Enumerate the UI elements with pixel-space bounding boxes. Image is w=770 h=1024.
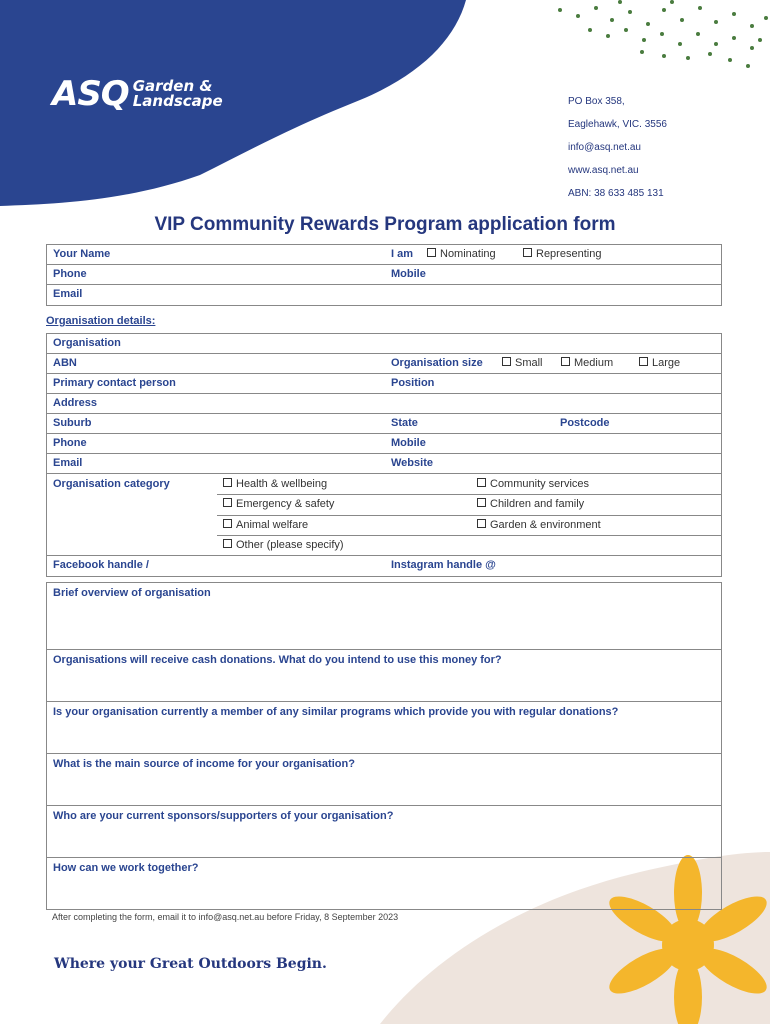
abn-label: ABN <box>53 357 77 369</box>
category-animal-option[interactable] <box>223 519 308 531</box>
nominating-option[interactable] <box>427 248 496 260</box>
suburb-row[interactable] <box>47 414 721 434</box>
category-other-text: Other (please specify) <box>236 539 344 551</box>
checkbox-icon[interactable] <box>223 519 232 528</box>
postcode-label: Postcode <box>560 417 610 429</box>
org-email-label: Email <box>53 457 83 469</box>
category-community-text: Community services <box>490 478 590 490</box>
email-label: Email <box>53 288 83 300</box>
checkbox-icon[interactable] <box>523 248 532 257</box>
website-label: Website <box>391 457 433 469</box>
question-label: Organisations will receive cash donations. What do you intend to use this money for? <box>53 654 502 666</box>
abn-row[interactable] <box>47 354 721 374</box>
checkbox-icon[interactable] <box>561 357 570 366</box>
suburb-label: Suburb <box>53 417 92 429</box>
nominating-text: Nominating <box>440 248 496 260</box>
representing-option[interactable] <box>523 248 601 260</box>
question-label: How can we work together? <box>53 862 199 874</box>
checkbox-icon[interactable] <box>477 498 486 507</box>
green-dots-pattern <box>558 0 768 68</box>
position-label: Position <box>391 377 435 389</box>
address-label: Address <box>53 397 98 409</box>
question-label: What is the main source of income for your organisation? <box>53 758 355 770</box>
logo-subtitle <box>133 79 223 109</box>
org-mobile-label: Mobile <box>391 437 426 449</box>
contact-block <box>568 96 667 211</box>
category-label: Organisation category <box>53 478 170 490</box>
tagline: Where your Great Outdoors Begin. <box>54 956 327 972</box>
mobile-label: Mobile <box>391 268 426 280</box>
size-large-text: Large <box>652 357 681 369</box>
question-income-source[interactable] <box>47 754 721 806</box>
question-label: Who are your current sponsors/supporters of your organisation? <box>53 810 394 822</box>
category-garden-text: Garden & environment <box>490 519 601 531</box>
i-am-label: I am <box>391 248 414 260</box>
size-small-option[interactable] <box>502 357 543 369</box>
org-phone-label: Phone <box>53 437 87 449</box>
category-health-text: Health & wellbeing <box>236 478 328 490</box>
category-other-option[interactable] <box>223 539 344 551</box>
organisation-label: Organisation <box>53 337 121 349</box>
applicant-table <box>46 244 722 306</box>
question-label: Brief overview of organisation <box>53 587 211 599</box>
contact-email: info@asq.net.au <box>568 142 641 153</box>
checkbox-icon[interactable] <box>223 478 232 487</box>
org-size-label: Organisation size <box>391 357 483 369</box>
size-large-option[interactable] <box>639 357 680 369</box>
checkbox-icon[interactable] <box>427 248 436 257</box>
instagram-label: Instagram handle @ <box>391 559 496 571</box>
category-emergency-option[interactable] <box>223 498 334 510</box>
question-label: Is your organisation currently a member of any similar programs which provide you with regular donations? <box>53 706 619 718</box>
contact-web: www.asq.net.au <box>568 165 639 176</box>
org-email-row[interactable] <box>47 454 721 474</box>
question-similar-programs[interactable] <box>47 702 721 754</box>
questions-table <box>46 582 722 910</box>
company-logo <box>52 74 223 114</box>
checkbox-icon[interactable] <box>223 539 232 548</box>
checkbox-icon[interactable] <box>639 357 648 366</box>
category-animal-text: Animal welfare <box>236 519 309 531</box>
size-small-text: Small <box>515 357 543 369</box>
checkbox-icon[interactable] <box>477 519 486 528</box>
size-medium-text: Medium <box>574 357 614 369</box>
category-row <box>47 474 721 556</box>
question-use-of-money[interactable] <box>47 650 721 702</box>
organisation-section-title: Organisation details: <box>46 315 156 327</box>
social-row[interactable] <box>47 556 721 576</box>
name-row[interactable] <box>47 245 721 265</box>
question-sponsors[interactable] <box>47 806 721 858</box>
state-label: State <box>391 417 418 429</box>
phone-row[interactable] <box>47 265 721 285</box>
phone-label: Phone <box>53 268 87 280</box>
category-children-option[interactable] <box>477 498 584 510</box>
logo-mark: ASQ <box>52 74 129 114</box>
category-divider <box>217 494 721 495</box>
category-divider <box>217 535 721 536</box>
org-phone-row[interactable] <box>47 434 721 454</box>
category-children-text: Children and family <box>490 498 585 510</box>
po-box: PO Box 358, <box>568 96 625 107</box>
contact-person-row[interactable] <box>47 374 721 394</box>
contact-suburb: Eaglehawk, VIC. 3556 <box>568 119 667 130</box>
question-overview[interactable] <box>47 583 721 650</box>
category-health-option[interactable] <box>223 478 327 490</box>
form-title: VIP Community Rewards Program application form <box>154 214 616 235</box>
category-divider <box>217 515 721 516</box>
category-garden-option[interactable] <box>477 519 601 531</box>
category-community-option[interactable] <box>477 478 589 490</box>
email-row[interactable] <box>47 285 721 305</box>
your-name-label: Your Name <box>53 248 111 260</box>
checkbox-icon[interactable] <box>477 478 486 487</box>
primary-contact-label: Primary contact person <box>53 377 176 389</box>
size-medium-option[interactable] <box>561 357 613 369</box>
logo-line-2: Landscape <box>132 92 223 110</box>
category-emergency-text: Emergency & safety <box>236 498 335 510</box>
organisation-table <box>46 333 722 577</box>
submission-footnote: After completing the form, email it to info@asq.net.au before Friday, 8 September 2023 <box>52 912 399 922</box>
checkbox-icon[interactable] <box>223 498 232 507</box>
facebook-label: Facebook handle / <box>53 559 149 571</box>
checkbox-icon[interactable] <box>502 357 511 366</box>
logo-line-1: Garden & <box>132 77 213 95</box>
representing-text: Representing <box>536 248 602 260</box>
address-row[interactable] <box>47 394 721 414</box>
contact-abn: ABN: 38 633 485 131 <box>568 188 664 199</box>
organisation-row[interactable] <box>47 334 721 354</box>
question-work-together[interactable] <box>47 858 721 909</box>
